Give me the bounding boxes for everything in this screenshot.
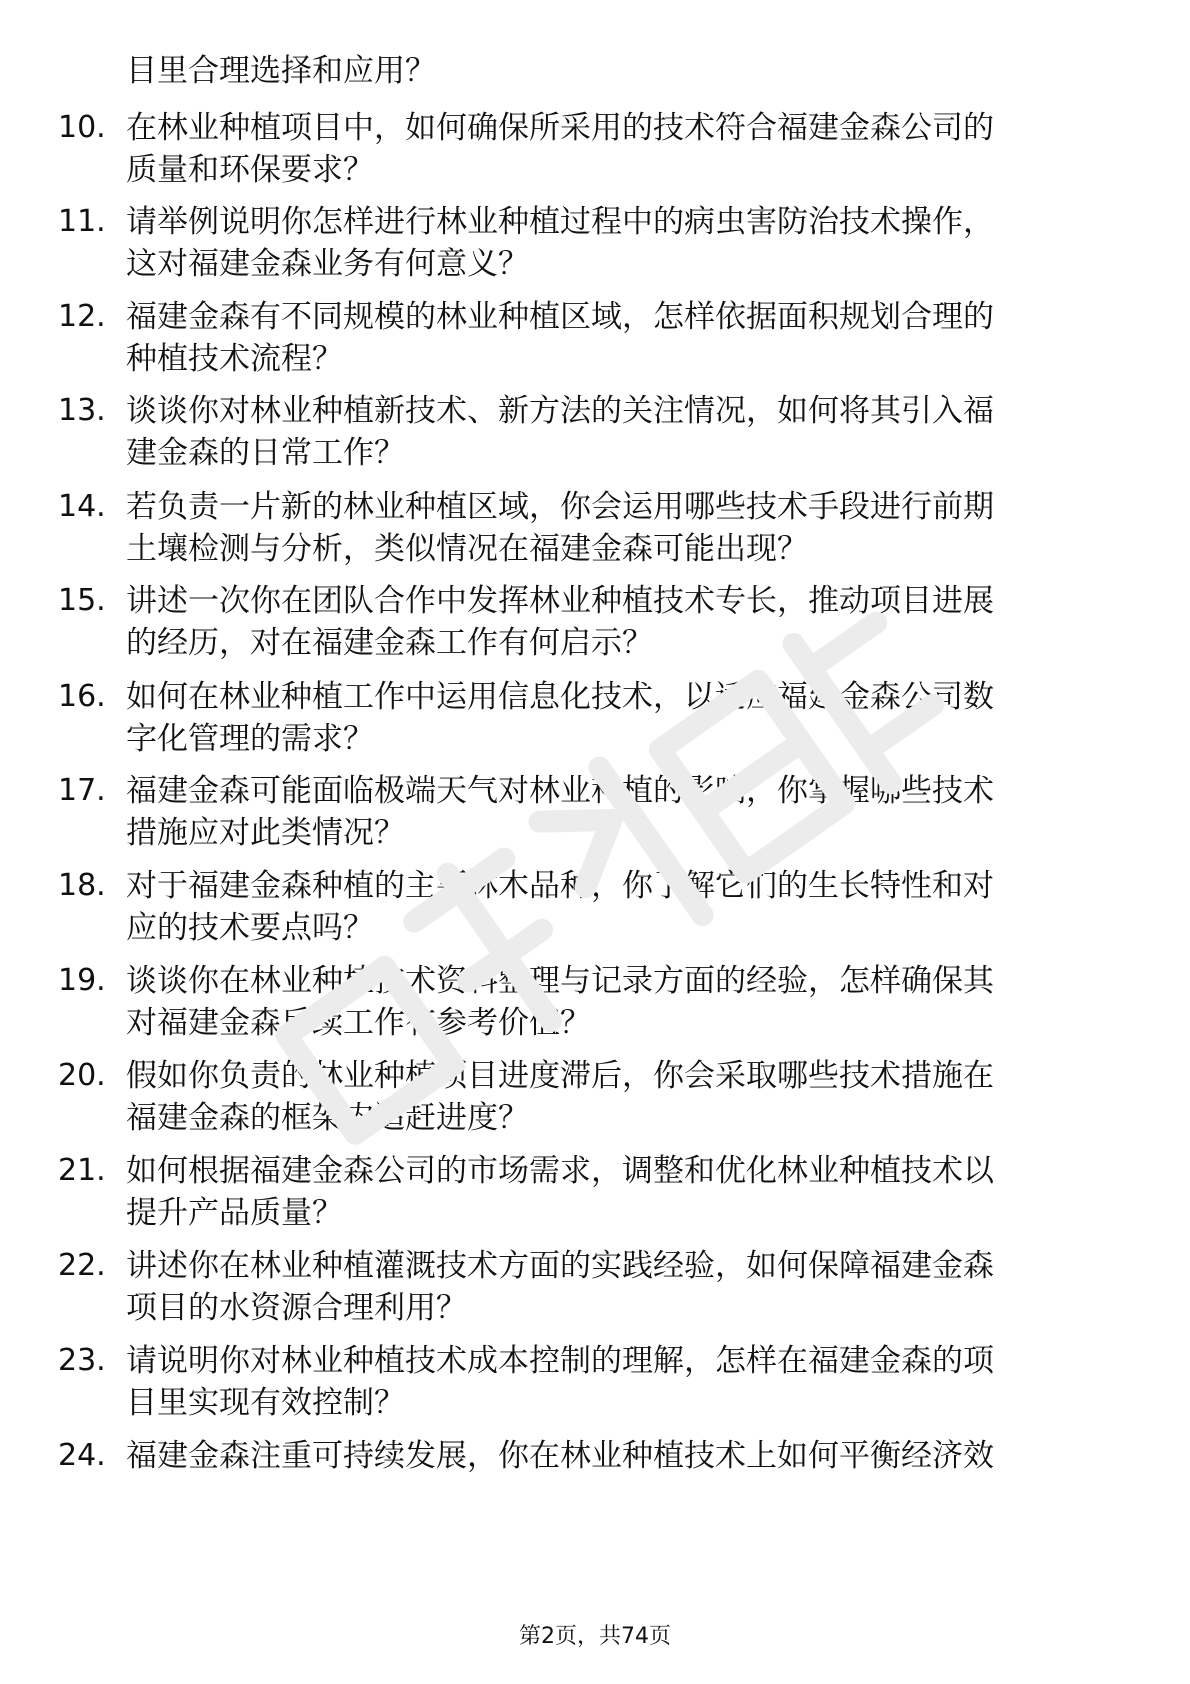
question-number: 21. [58,1153,106,1188]
question-number: 11. [58,204,106,239]
question-text-line: 对福建金森后续工作有参考价值？ [126,1005,591,1041]
list-item [0,1340,1190,1430]
question-text-line: 请说明你对林业种植技术成本控制的理解，怎样在福建金森的项 [126,1343,994,1379]
question-text-line: 如何根据福建金森公司的市场需求，调整和优化林业种植技术以 [126,1153,994,1189]
question-text-line: 这对福建金森业务有何意义？ [126,246,529,282]
question-text-line: 福建金森有不同规模的林业种植区域，怎样依据面积规划合理的 [126,299,994,335]
question-text-line: 种植技术流程？ [126,341,343,377]
question-number: 22. [58,1248,106,1283]
list-item [0,201,1190,291]
list-item [0,1150,1190,1240]
question-text-line: 福建金森可能面临极端天气对林业种植的影响，你掌握哪些技术 [126,773,994,809]
question-text-line: 提升产品质量？ [126,1195,343,1231]
question-text-line: 质量和环保要求？ [126,152,374,188]
question-text-line: 福建金森注重可持续发展，你在林业种植技术上如何平衡经济效 [126,1438,994,1474]
question-text-line: 项目的水资源合理利用？ [126,1290,467,1326]
question-number: 14. [58,489,106,524]
question-text-line: 对于福建金森种植的主要林木品种，你了解它们的生长特性和对 [126,868,994,904]
list-item [0,770,1190,860]
question-text-line: 谈谈你对林业种植新技术、新方法的关注情况，如何将其引入福 [126,393,994,429]
continued-question-text: 目里合理选择和应用？ [126,53,436,89]
question-number: 13. [58,393,106,428]
question-text-line: 讲述一次你在团队合作中发挥林业种植技术专长，推动项目进展 [126,583,994,619]
list-item [0,1435,1190,1525]
list-item [0,390,1190,480]
question-text-line: 目里实现有效控制？ [126,1385,405,1421]
question-number: 15. [58,583,106,618]
list-item [0,865,1190,955]
question-text-line: 谈谈你在林业种植技术资料整理与记录方面的经验，怎样确保其 [126,963,994,999]
question-text-line: 福建金森的框架内追赶进度？ [126,1100,529,1136]
list-item [0,296,1190,386]
list-item [0,960,1190,1050]
question-number: 17. [58,773,106,808]
question-text-line: 字化管理的需求？ [126,721,374,757]
question-text-line: 应的技术要点吗？ [126,910,374,946]
question-text-line: 在林业种植项目中，如何确保所采用的技术符合福建金森公司的 [126,110,994,146]
list-item [0,107,1190,197]
question-number: 16. [58,679,106,714]
question-text-line: 如何在林业种植工作中运用信息化技术，以适应福建金森公司数 [126,679,994,715]
question-text-line: 讲述你在林业种植灌溉技术方面的实践经验，如何保障福建金森 [126,1248,994,1284]
question-text-line: 土壤检测与分析，类似情况在福建金森可能出现？ [126,531,808,567]
question-number: 10. [58,110,106,145]
question-number: 23. [58,1343,106,1378]
page-number: 第2页，共74页 [519,1624,671,1649]
question-text-line: 建金森的日常工作？ [126,435,405,471]
list-item [0,1055,1190,1145]
list-item [0,1245,1190,1335]
question-number: 19. [58,963,106,998]
list-item [0,676,1190,766]
question-text-line: 假如你负责的林业种植项目进度滞后，你会采取哪些技术措施在 [126,1058,994,1094]
question-number: 18. [58,868,106,903]
question-text-line: 措施应对此类情况？ [126,815,405,851]
question-text-line: 若负责一片新的林业种植区域，你会运用哪些技术手段进行前期 [126,489,994,525]
list-item [0,580,1190,670]
list-item [0,486,1190,576]
question-number: 20. [58,1058,106,1093]
question-text-line: 的经历，对在福建金森工作有何启示？ [126,625,653,661]
question-number: 24. [58,1438,106,1473]
question-number: 12. [58,299,106,334]
question-text-line: 请举例说明你怎样进行林业种植过程中的病虫害防治技术操作， [126,204,994,240]
